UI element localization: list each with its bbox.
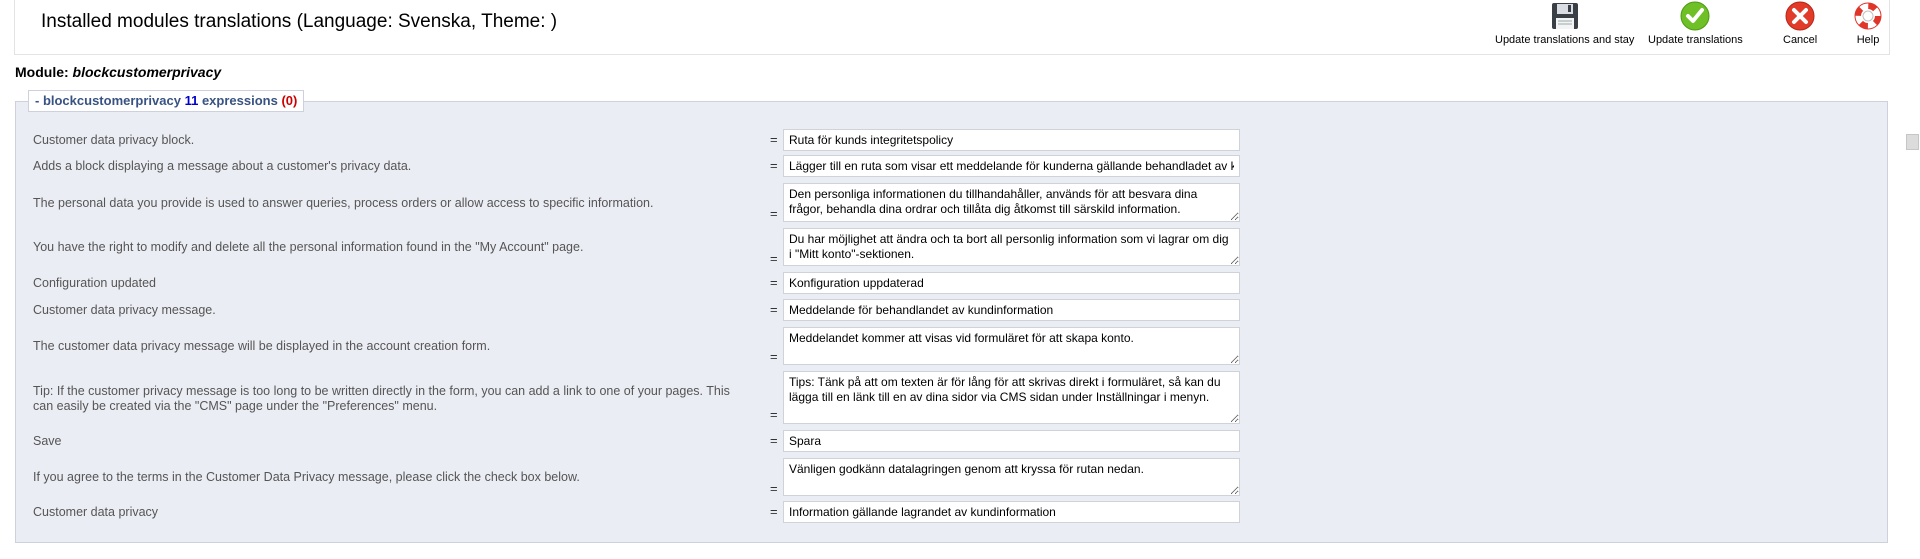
equals-sign: = [770, 481, 778, 496]
legend-prefix: - blockcustomerprivacy [35, 93, 181, 108]
close-icon [1785, 1, 1815, 31]
source-string: Configuration updated [33, 276, 157, 290]
save-disk-icon [1550, 1, 1580, 31]
source-string-line: Tip: If the customer privacy message is too long to be written directly in the form, you can add a link to one of your pages. This [33, 384, 730, 398]
translation-input[interactable] [783, 272, 1240, 294]
check-icon [1680, 1, 1710, 31]
translation-input[interactable] [783, 129, 1240, 151]
update-and-stay-button[interactable] [1495, 0, 1634, 46]
source-string [33, 384, 730, 414]
help-button[interactable] [1853, 0, 1883, 46]
lifebuoy-icon [1853, 1, 1883, 31]
source-string: Customer data privacy [33, 505, 159, 519]
scrollbar-thumb[interactable] [1906, 134, 1919, 150]
source-string: Save [33, 434, 62, 448]
translation-textarea[interactable] [783, 228, 1240, 266]
equals-sign: = [770, 275, 778, 290]
source-string: If you agree to the terms in the Customer Data Privacy message, please click the check box below. [33, 470, 580, 484]
module-heading [15, 64, 221, 80]
equals-sign: = [770, 433, 778, 448]
translation-input[interactable] [783, 299, 1240, 321]
translation-textarea[interactable] [783, 327, 1240, 365]
equals-sign: = [770, 504, 778, 519]
translation-textarea[interactable] [783, 183, 1240, 222]
panel-legend[interactable] [28, 90, 304, 112]
translation-input[interactable] [783, 155, 1240, 177]
update-and-stay-label: Update translations and stay [1495, 34, 1635, 46]
legend-expressions: expressions [201, 93, 278, 108]
equals-sign: = [770, 349, 778, 364]
module-name: blockcustomerprivacy [72, 64, 222, 80]
cancel-button[interactable] [1783, 0, 1817, 46]
equals-sign: = [770, 158, 778, 173]
cancel-label: Cancel [1783, 34, 1818, 46]
translation-textarea[interactable] [783, 458, 1240, 496]
module-label-prefix: Module: [15, 64, 69, 80]
equals-sign: = [770, 407, 778, 422]
source-string: Customer data privacy block. [33, 133, 195, 147]
page-title: Installed modules translations (Language: Svenska, Theme: ) [41, 11, 558, 32]
equals-sign: = [770, 206, 778, 221]
source-string-line: can easily be created via the "CMS" page under the "Preferences" menu. [33, 399, 438, 413]
update-translations-button[interactable] [1648, 0, 1743, 46]
source-string: The customer data privacy message will be displayed in the account creation form. [33, 339, 491, 353]
update-translations-label: Update translations [1648, 34, 1743, 46]
equals-sign: = [770, 251, 778, 266]
source-string: Customer data privacy message. [33, 303, 216, 317]
source-string: You have the right to modify and delete all the personal information found in the "My Account" page. [33, 240, 584, 254]
translation-input[interactable] [783, 430, 1240, 452]
toolbar [14, 0, 1890, 55]
legend-count: 11 [184, 93, 199, 108]
source-string: Adds a block displaying a message about a customer's privacy data. [33, 159, 412, 173]
source-string: The personal data you provide is used to answer queries, process orders or allow access to specific information. [33, 196, 654, 210]
translation-input[interactable] [783, 501, 1240, 523]
translation-textarea[interactable] [783, 371, 1240, 424]
equals-sign: = [770, 302, 778, 317]
legend-missing: (0) [281, 93, 298, 108]
equals-sign: = [770, 132, 778, 147]
help-label: Help [1856, 34, 1880, 46]
